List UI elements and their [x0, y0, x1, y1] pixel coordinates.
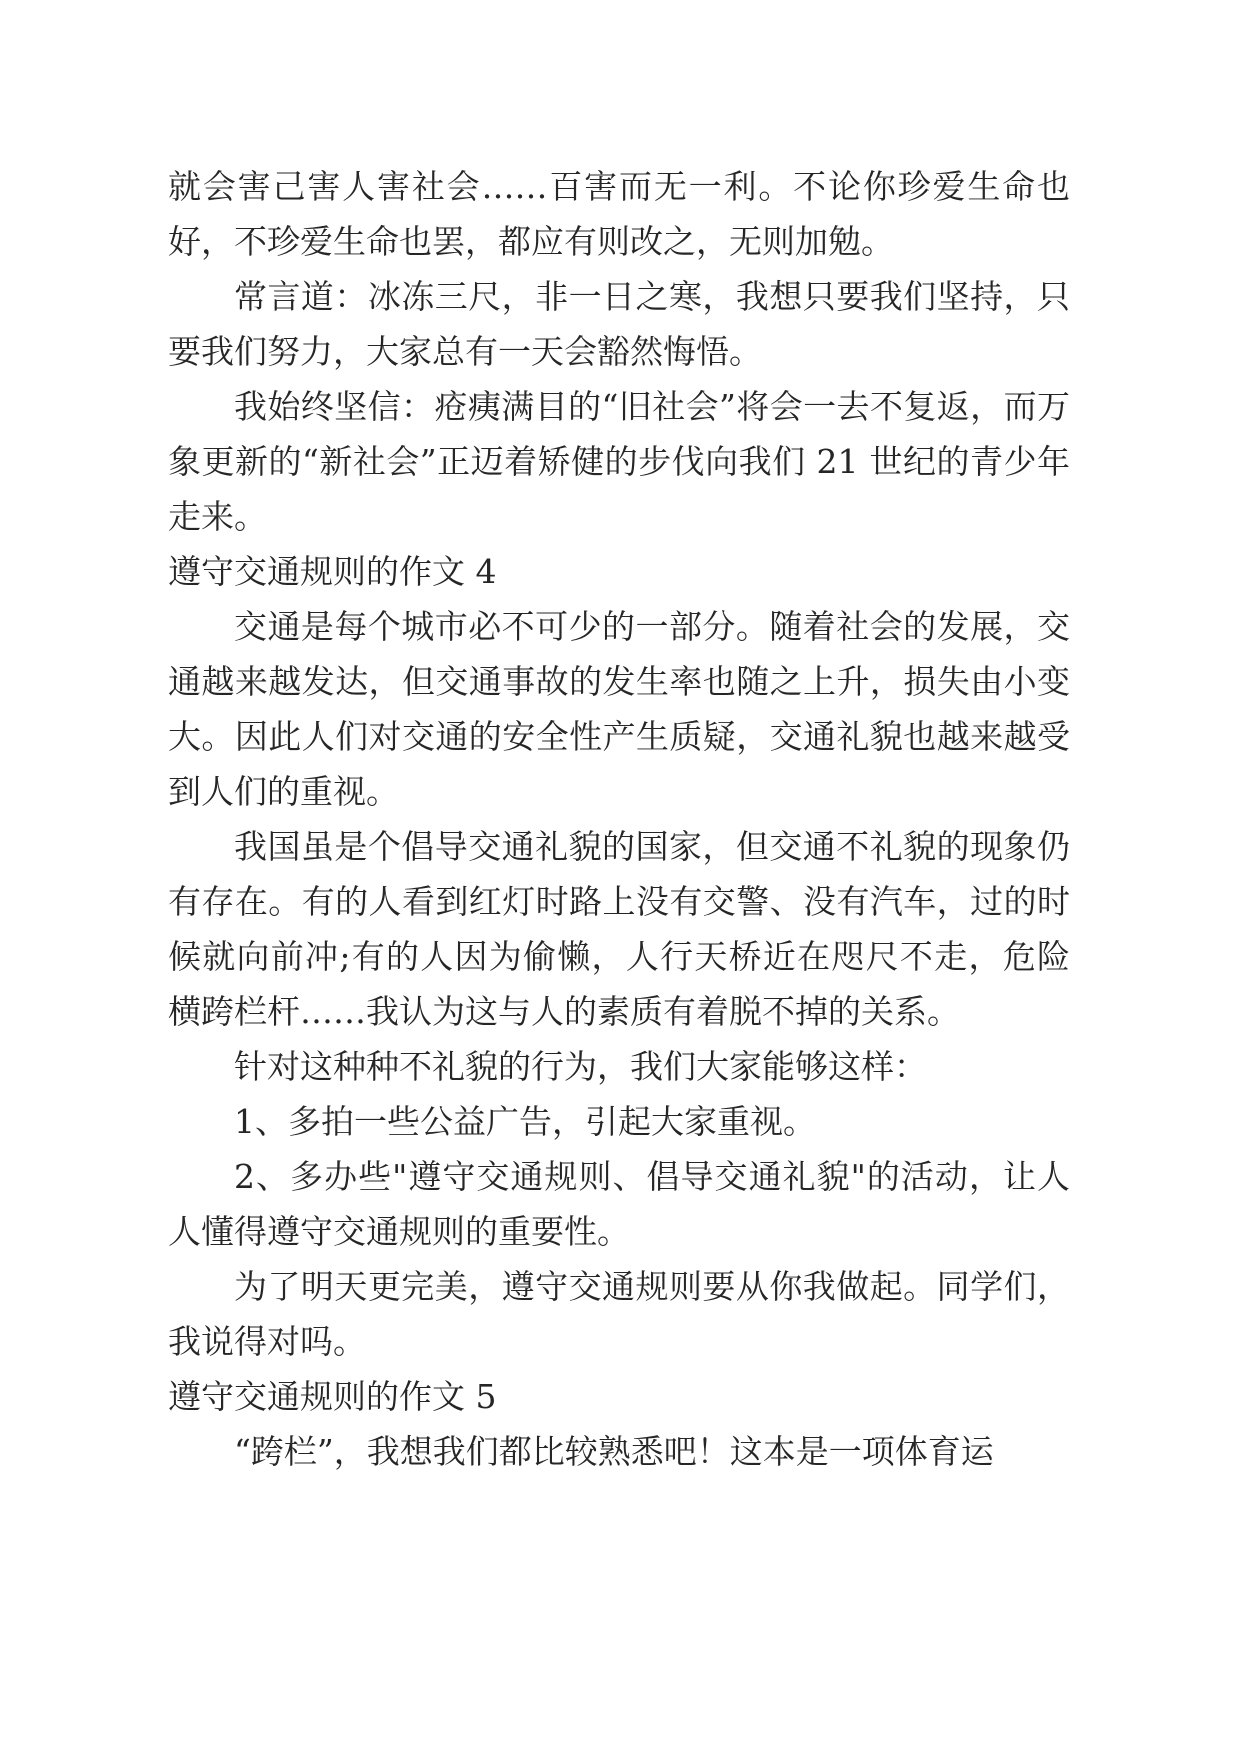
essay-paragraph: 我始终坚信：疮痍满目的“旧社会”将会一去不复返，而万象更新的“新社会”正迈着矫健的步伐向我们 21 世纪的青少年走来。 [168, 387, 1070, 536]
essay-paragraph: 交通是每个城市必不可少的一部分。随着社会的发展，交通越来越发达，但交通事故的发生率也随之上升，损失由小变大。因此人们对交通的安全性产生质疑，交通礼貌也越来越受到人们的重视。 [168, 607, 1070, 811]
essay-paragraph: 就会害己害人害社会……百害而无一利。不论你珍爱生命也好，不珍爱生命也罢，都应有则改之，无则加勉。 [168, 167, 1070, 261]
essay-list-item: 1、多拍一些公益广告，引起大家重视。 [234, 1102, 816, 1141]
essay-text-block [168, 159, 1070, 1479]
essay-paragraph: 为了明天更完美，遵守交通规则要从你我做起。同学们，我说得对吗。 [168, 1267, 1070, 1361]
essay-section-title: 遵守交通规则的作文 4 [168, 552, 497, 591]
essay-paragraph: 常言道：冰冻三尺，非一日之寒，我想只要我们坚持，只要我们努力，大家总有一天会豁然悔悟。 [168, 277, 1070, 371]
essay-section-title: 遵守交通规则的作文 5 [168, 1377, 497, 1416]
essay-paragraph: “跨栏”，我想我们都比较熟悉吧！这本是一项体育运 [234, 1432, 994, 1471]
essay-paragraph: 我国虽是个倡导交通礼貌的国家，但交通不礼貌的现象仍有存在。有的人看到红灯时路上没有交警、没有汽车，过的时候就向前冲;有的人因为偷懒，人行天桥近在咫尺不走，危险横跨栏杆……我认为这与人的素质有着脱不掉的关系。 [168, 827, 1070, 1031]
essay-paragraph: 针对这种种不礼貌的行为，我们大家能够这样： [234, 1047, 927, 1086]
essay-list-item: 2、多办些"遵守交通规则、倡导交通礼貌"的活动，让人人懂得遵守交通规则的重要性。 [168, 1157, 1070, 1251]
